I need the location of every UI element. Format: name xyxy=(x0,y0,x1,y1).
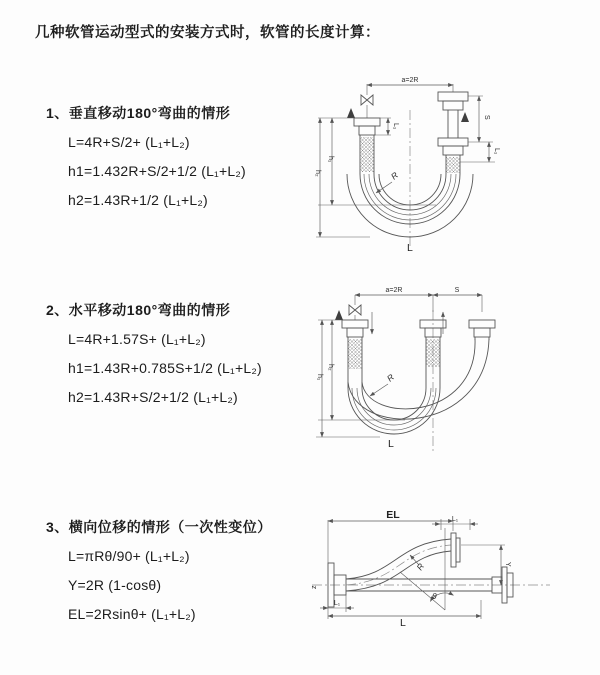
section-3-heading: 3、横向位移的情形（一次性变位） xyxy=(46,519,272,535)
dim-label-h1: h₁ xyxy=(316,374,323,381)
movement-arrow-icon xyxy=(461,112,469,122)
section-1-heading: 1、垂直移动180°弯曲的情形 xyxy=(46,105,231,121)
left-arm xyxy=(335,295,368,388)
formula-line: L=4R+S/2+ (L₁+L₂) xyxy=(68,134,190,150)
formula-line: h1=1.432R+S/2+1/2 (L₁+L₂) xyxy=(68,163,246,179)
dimension-lines xyxy=(320,509,511,629)
formula-line: L=4R+1.57S+ (L₁+L₂) xyxy=(68,331,206,347)
dim-label-h2: h₂ xyxy=(327,364,334,371)
section-lateral-displacement xyxy=(46,517,316,624)
angle-construction xyxy=(400,528,454,610)
dim-label-s: S xyxy=(454,287,460,294)
dim-label-l1: L₁ xyxy=(333,600,341,607)
dim-label-l: L xyxy=(407,242,413,254)
diagram-lateral-displacement xyxy=(300,505,560,655)
formula-line: EL=2Rsinθ+ (L₁+L₂) xyxy=(68,606,196,622)
dim-label-a2r: a=2R xyxy=(401,77,419,84)
braided-hose xyxy=(427,339,440,367)
dim-label-a2r: a=2R xyxy=(385,287,403,294)
hose-position-2 xyxy=(348,339,489,419)
middle-arm xyxy=(372,295,446,388)
movement-arrow-icon xyxy=(335,310,343,320)
right-arm xyxy=(438,84,469,174)
formula-line: h2=1.43R+S/2+1/2 (L₁+L₂) xyxy=(68,389,238,405)
hose-position-2 xyxy=(362,339,475,409)
section-vertical-bend xyxy=(46,103,316,210)
dimension-lines xyxy=(316,287,482,450)
formula-line: h1=1.43R+0.785S+1/2 (L₁+L₂) xyxy=(68,360,262,376)
page-title: 几种软管运动型式的安装方式时，软管的长度计算： xyxy=(35,25,380,41)
dim-label-h2: h₂ xyxy=(314,170,321,177)
formula-line: L=πRθ/90+ (L₁+L₂) xyxy=(68,548,190,564)
dim-label-l1: L₁ xyxy=(493,148,500,155)
dim-label-el: EL xyxy=(386,509,400,521)
dim-label-l1: L₁ xyxy=(392,123,399,130)
braided-hose xyxy=(447,157,460,173)
diagram-vertical-180-bend xyxy=(310,70,525,262)
dim-label-s: S xyxy=(483,115,490,120)
displaced-hose xyxy=(346,533,460,591)
braided-hose xyxy=(361,137,374,172)
left-arm xyxy=(347,84,380,174)
dim-label-theta: θ xyxy=(432,591,437,601)
diagram-horizontal-180-bend xyxy=(310,282,530,462)
dimension-lines xyxy=(314,77,500,254)
movement-arrow-icon xyxy=(347,108,355,118)
dim-label-l: L xyxy=(400,617,406,629)
braided-hose xyxy=(349,339,362,369)
dim-label-r: R xyxy=(388,169,400,182)
valve-icon xyxy=(361,95,373,105)
section-horizontal-bend xyxy=(46,300,316,407)
right-arm xyxy=(469,295,495,340)
dim-label-r: R xyxy=(384,371,396,384)
formula-line: h2=1.43R+1/2 (L₁+L₂) xyxy=(68,192,208,208)
formula-line: Y=2R (1-cosθ) xyxy=(68,577,162,593)
centerline-mark: z xyxy=(311,585,318,589)
dim-label-h1: h₁ xyxy=(327,156,334,163)
section-2-heading: 2、水平移动180°弯曲的情形 xyxy=(46,302,231,318)
dim-label-l1: L₁ xyxy=(451,516,459,523)
dim-label-l: L xyxy=(388,438,394,450)
valve-icon xyxy=(349,305,361,315)
dim-label-r: R xyxy=(414,561,427,573)
dim-label-y: Y xyxy=(504,562,511,567)
